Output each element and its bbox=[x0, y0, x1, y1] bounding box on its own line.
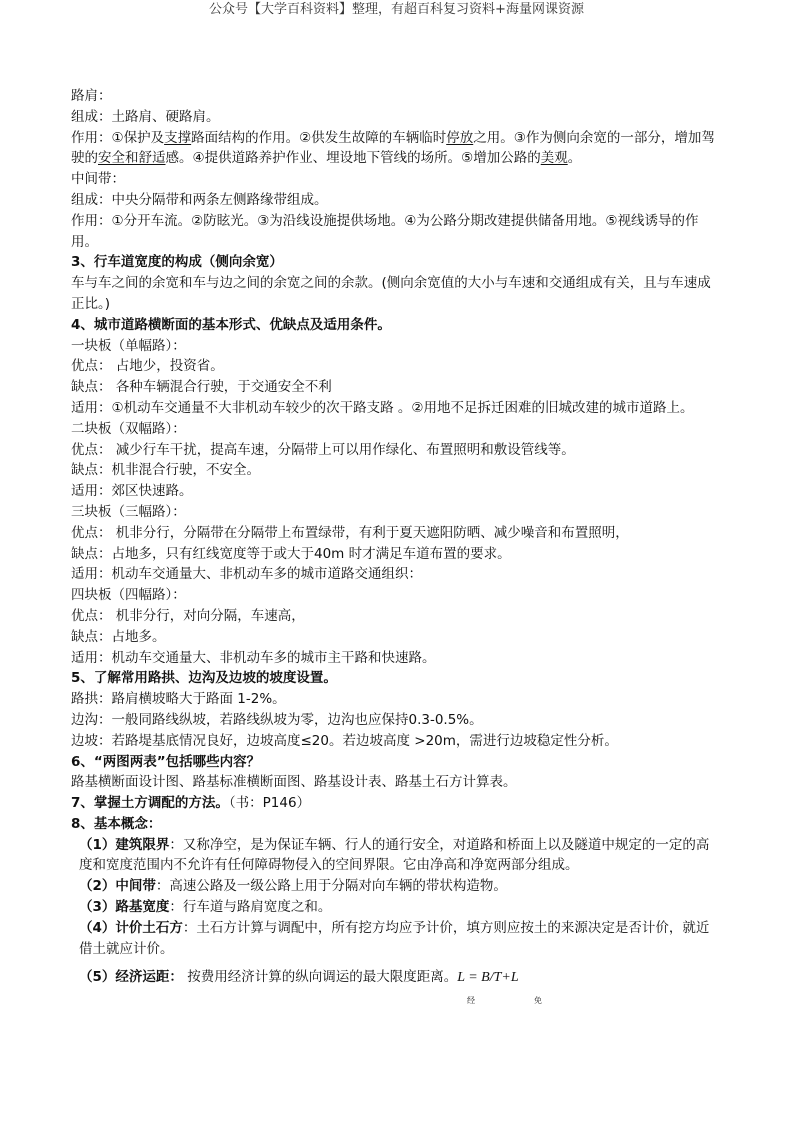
three-panel-title: 三块板（三幅路）： bbox=[71, 503, 186, 520]
concept-2: （2）中间带：高速公路及一级公路上用于分隔对向车辆的带状构造物。 bbox=[79, 878, 507, 895]
section-5-heading: 5、了解常用路拱、边沟及边坡的坡度设置。 bbox=[71, 670, 337, 687]
subscript-free: 免 bbox=[534, 996, 542, 1006]
section-3-body: 车与车之间的余宽和车与边之间的余宽之间的余款。(侧向余宽值的大小与车速和交通组成有关，且与车速成正比。) bbox=[71, 275, 711, 312]
two-panel-pros: 优点： 减少行车干扰，提高车速，分隔带上可以用作绿化、布置照明和敷设管线等。 bbox=[71, 441, 575, 458]
side-slope: 边坡：若路堤基底情况良好，边坡高度≤20。若边坡高度 >20m，需进行边坡稳定性分析。 bbox=[71, 732, 618, 749]
one-panel-title: 一块板（单幅路）： bbox=[71, 337, 186, 354]
section-6-body: 路基横断面设计图、路基标准横断面图、路基设计表、路基土石方计算表。 bbox=[71, 774, 517, 791]
concept-4: （4）计价土石方：土石方计算与调配中，所有挖方均应予计价，填方则应按土的来源决定是否计价，就近借土就应计价。 bbox=[79, 919, 710, 957]
one-panel-pros: 优点： 占地少，投资省。 bbox=[71, 358, 224, 375]
three-panel-pros: 优点： 机非分行，分隔带在分隔带上布置绿带，有利于夏天遮阳防晒、减少噪音和布置照明， bbox=[71, 524, 629, 541]
two-panel-title: 二块板（双幅路）： bbox=[71, 420, 186, 437]
section-6-heading: 6、“两图两表”包括哪些内容？ bbox=[71, 753, 261, 770]
one-panel-usage: 适用：①机动车交通量不大非机动车较少的次干路支路 。②用地不足拆迁困难的旧城改建的城市道路上。 bbox=[71, 399, 694, 416]
shoulder-composition: 组成：土路肩、硬路肩。 bbox=[71, 108, 220, 125]
ditch-slope: 边沟：一般同路线纵坡，若路线纵坡为零，边沟也应保持0.3-0.5%。 bbox=[71, 711, 483, 728]
four-panel-title: 四块板（四幅路）： bbox=[71, 587, 186, 604]
one-panel-cons: 缺点： 各种车辆混合行驶，于交通安全不利 bbox=[71, 379, 332, 396]
median-composition: 组成：中央分隔带和两条左侧路缘带组成。 bbox=[71, 191, 328, 208]
section-3-heading: 3、行车道宽度的构成（侧向余宽） bbox=[71, 254, 283, 271]
section-7-line bbox=[71, 793, 721, 814]
four-panel-usage: 适用：机动车交通量大、非机动车多的城市主干路和快速路。 bbox=[71, 649, 436, 666]
shoulder-title: 路肩： bbox=[71, 88, 112, 104]
two-panel-usage: 适用：郊区快速路。 bbox=[71, 483, 193, 500]
section-7-heading: 7、掌握土方调配的方法。 bbox=[71, 795, 229, 812]
section-7-note: （书：P146） bbox=[228, 795, 311, 812]
median-title: 中间带： bbox=[71, 171, 125, 188]
four-panel-pros: 优点： 机非分行，对向分隔，车速高， bbox=[71, 607, 305, 624]
shoulder-function: 作用：①保护及支撑路面结构的作用。②供发生故障的车辆临时停放之用。③作为侧向余宽的一部分，增加驾驶的安全和舒适感。④提供道路养护作业、埋设地下管线的场所。⑤增加公路的美观。 bbox=[71, 129, 715, 167]
median-function: 作用：①分开车流。②防眩光。③为沿线设施提供场地。④为公路分期改建提供储备用地。⑤视线诱导的作用。 bbox=[71, 212, 699, 250]
concept-1: （1）建筑限界：又称净空，是为保证车辆、行人的通行安全，对道路和桥面上以及隧道中规定的一定的高度和宽度范围内不允许有任何障碍物侵入的空间界限。它由净高和净宽两部分组成。 bbox=[79, 836, 710, 874]
formula-subscripts bbox=[71, 989, 721, 1005]
page-header: 公众号【大学百科资料】整理，有超百科复习资料+海量网课资源 bbox=[209, 2, 584, 17]
three-panel-cons: 缺点：占地多，只有红线宽度等于或大于40m 时才满足车道布置的要求。 bbox=[71, 545, 511, 562]
four-panel-cons: 缺点：占地多。 bbox=[71, 628, 166, 645]
economic-distance-formula: L = B/T+L bbox=[457, 970, 519, 986]
section-8-heading: 8、基本概念： bbox=[71, 815, 162, 832]
crown-slope: 路拱：路肩横坡略大于路面 1-2%。 bbox=[71, 691, 286, 708]
document-body bbox=[71, 86, 721, 1005]
concept-5: （5）经济运距： 按费用经济计算的纵向调运的最大限度距离。L = B/T+L bbox=[79, 969, 519, 986]
concept-3: （3）路基宽度：行车道与路肩宽度之和。 bbox=[79, 899, 332, 916]
subscript-economic: 经 bbox=[467, 996, 475, 1006]
section-4-heading: 4、城市道路横断面的基本形式、优缺点及适用条件。 bbox=[71, 316, 391, 333]
two-panel-cons: 缺点：机非混合行驶，不安全。 bbox=[71, 462, 260, 479]
three-panel-usage: 适用：机动车交通量大、非机动车多的城市道路交通组织： bbox=[71, 566, 422, 583]
